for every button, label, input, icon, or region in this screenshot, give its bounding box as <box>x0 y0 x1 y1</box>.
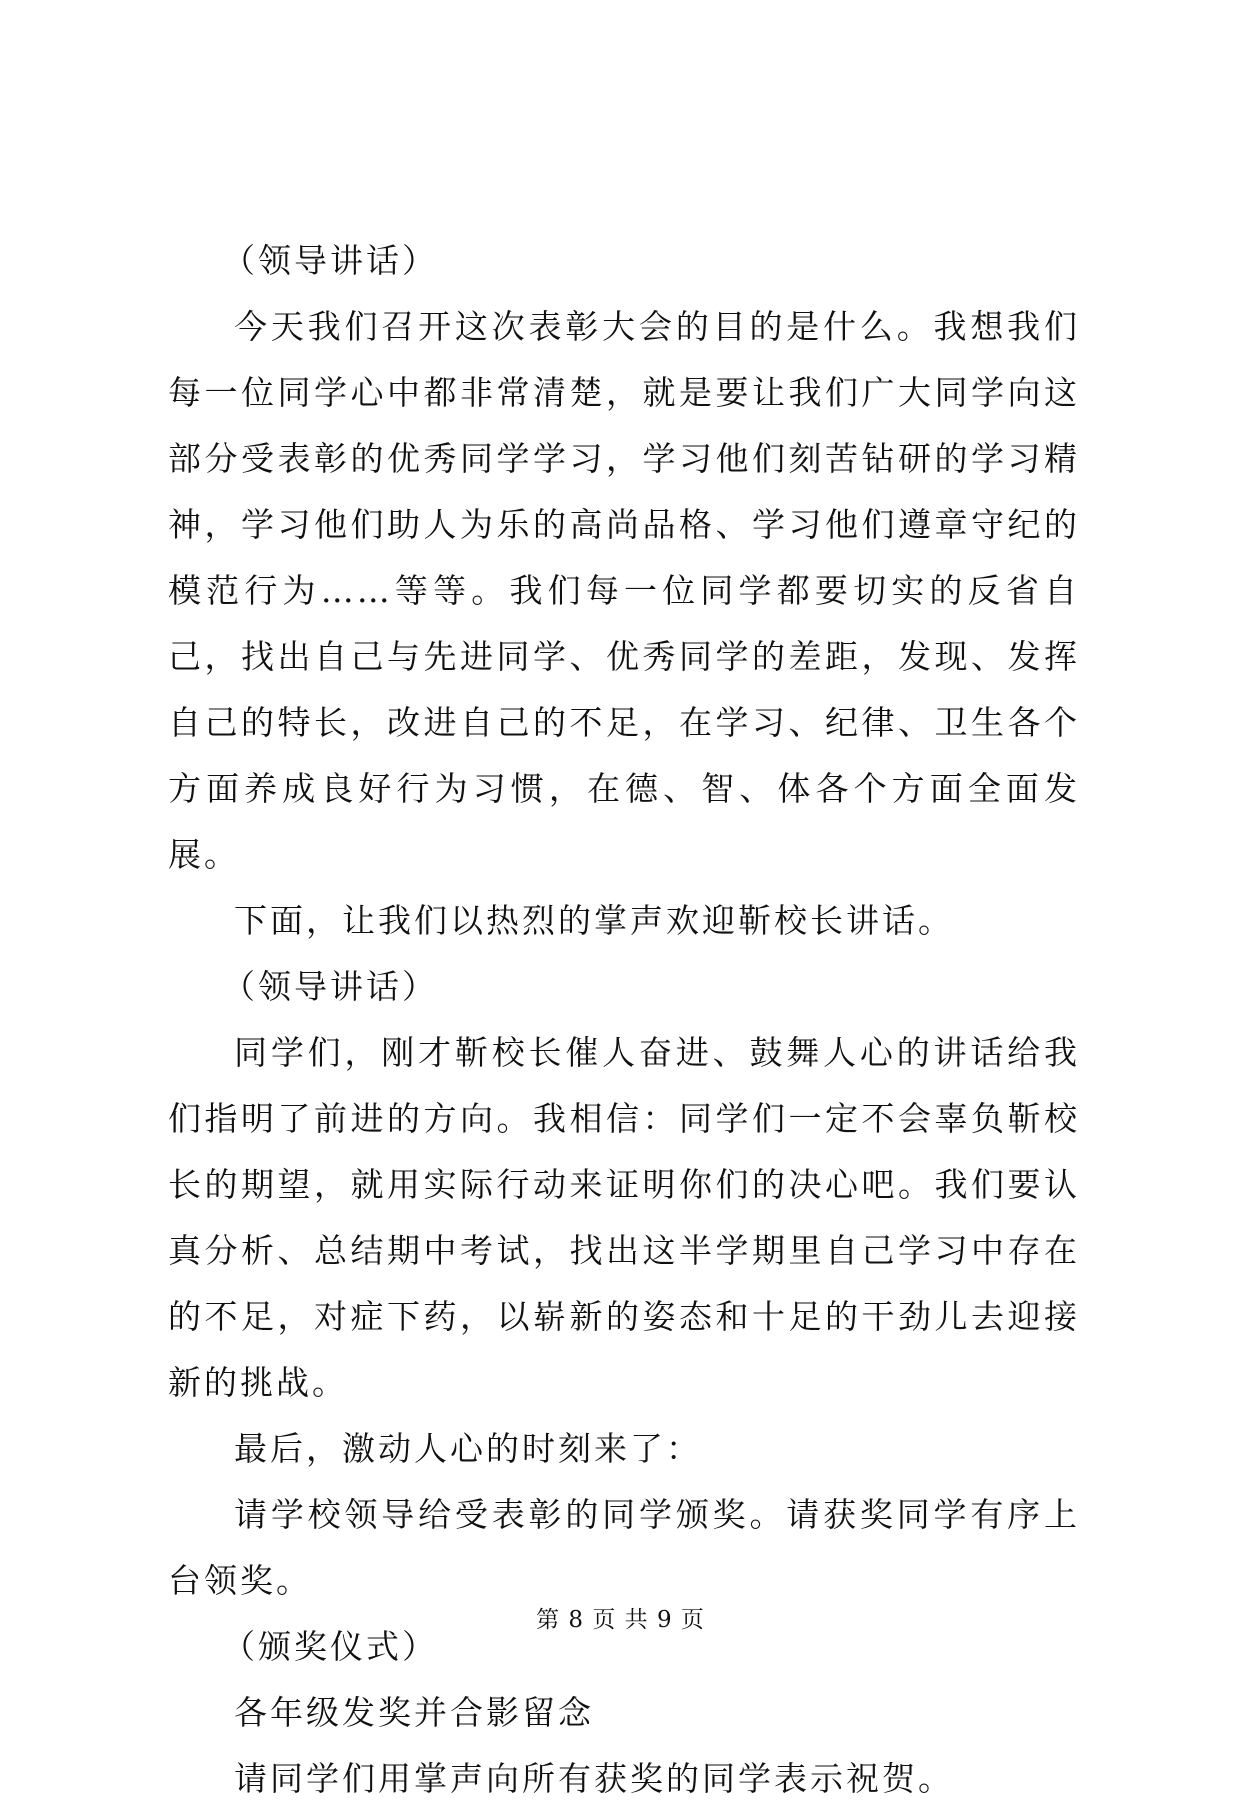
paragraph-group-photo: 各年级发奖并合影留念 <box>234 1693 594 1732</box>
paragraph-finally: 最后，激动人心的时刻来了： <box>234 1429 702 1468</box>
paragraph-leader-speech-2: （领导讲话） <box>222 967 438 1006</box>
paragraph-award-request: 请学校领导给受表彰的同学颁奖。请获奖同学有序上台领奖。 <box>168 1495 1080 1600</box>
paragraph-purpose: 今天我们召开这次表彰大会的目的是什么。我想我们每一位同学心中都非常清楚，就是要让我们广大同学向这部分受表彰的优秀同学学习，学习他们刻苦钻研的学习精神，学习他们助人为乐的高尚品格、学习他们遵章守纪的模范行为……等等。我们每一位同学都要切实的反省自己，找出自己与先进同学、优秀同学的差距，发现、发挥自己的特长，改进自己的不足，在学习、纪律、卫生各个方面养成良好行为习惯，在德、智、体各个方面全面发展。 <box>168 307 1080 874</box>
paragraph-congratulations: 请同学们用掌声向所有获奖的同学表示祝贺。 <box>234 1759 954 1798</box>
page-number-footer: 第 8 页 共 9 页 <box>536 1607 705 1633</box>
paragraph-leader-speech-1: （领导讲话） <box>222 241 438 280</box>
document-body <box>168 228 1080 1812</box>
paragraph-award-ceremony: （颁奖仪式） <box>222 1627 438 1666</box>
paragraph-welcome-principal: 下面，让我们以热烈的掌声欢迎靳校长讲话。 <box>234 901 954 940</box>
paragraph-response: 同学们，刚才靳校长催人奋进、鼓舞人心的讲话给我们指明了前进的方向。我相信：同学们一定不会辜负靳校长的期望，就用实际行动来证明你们的决心吧。我们要认真分析、总结期中考试，找出这半学期里自己学习中存在的不足，对症下药，以崭新的姿态和十足的干劲儿去迎接新的挑战。 <box>168 1033 1080 1402</box>
